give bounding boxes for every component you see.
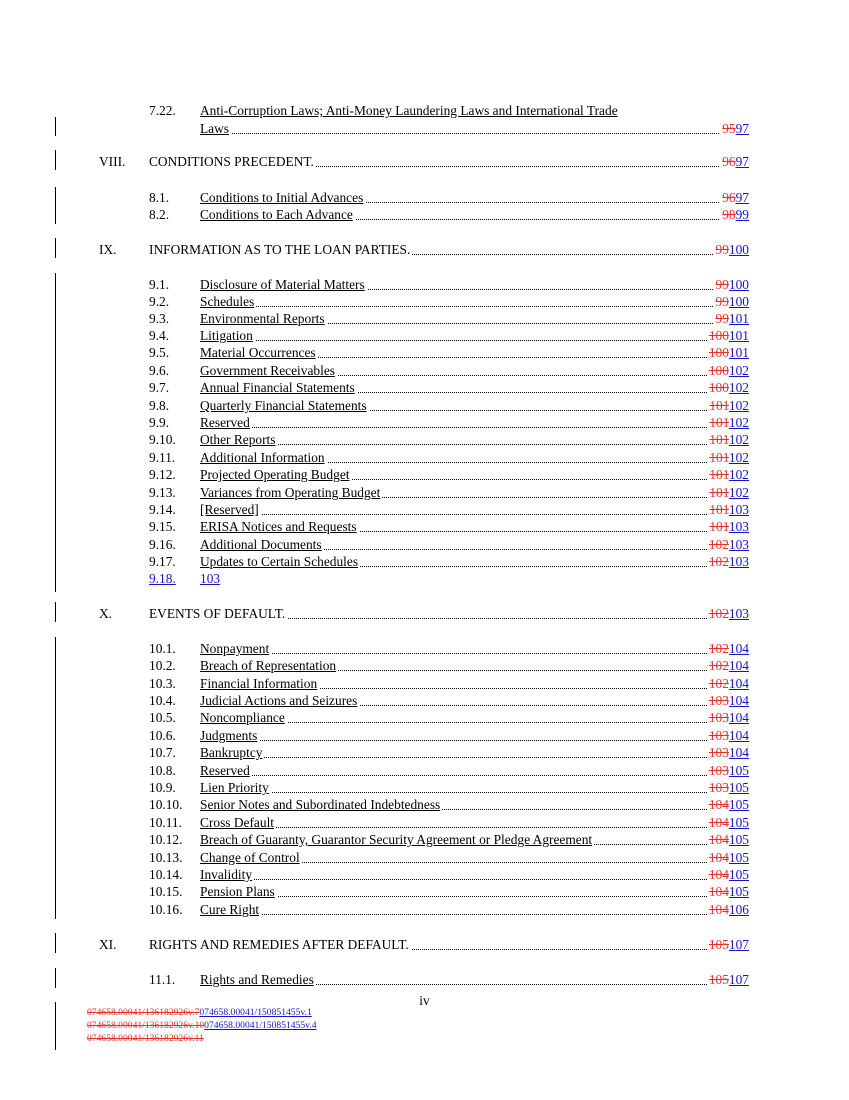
deleted-page-number: 102 [708, 537, 729, 552]
toc-entry-title[interactable]: Breach of Representation [200, 658, 337, 673]
inserted-page-number: 103 [728, 519, 749, 534]
toc-entry-number: 10.3. [149, 676, 176, 691]
toc-entry-title[interactable]: Lien Priority [200, 780, 269, 795]
dot-leader [200, 340, 749, 341]
toc-entry[interactable] [149, 414, 749, 431]
toc-entry-title[interactable]: Schedules [200, 294, 255, 309]
toc-entry[interactable] [149, 744, 749, 761]
toc-entry[interactable] [149, 102, 749, 119]
inserted-page-number: 97 [735, 154, 749, 169]
toc-entry-number: 10.10. [149, 797, 183, 812]
deleted-page-number: 103 [708, 780, 729, 795]
toc-entry[interactable] [149, 796, 749, 813]
inserted-page-number: 103 [728, 554, 749, 569]
dot-leader [200, 757, 749, 758]
toc-entry-number: 9.17. [149, 554, 176, 569]
toc-entry-number: 10.9. [149, 780, 176, 795]
deleted-page-number: 104 [708, 832, 729, 847]
toc-entry-number: 10.16. [149, 902, 183, 917]
inserted-page-number: 104 [728, 641, 749, 656]
toc-entry[interactable] [149, 431, 749, 448]
dot-leader [200, 914, 749, 915]
toc-entry[interactable] [149, 501, 749, 518]
inserted-page-number: 106 [728, 902, 749, 917]
deleted-page-number: 103 [708, 763, 729, 778]
inserted-page-number: 102 [728, 432, 749, 447]
inserted-page-number: 97 [735, 121, 749, 136]
toc-entry-number: 10.5. [149, 710, 176, 725]
toc-page-ref[interactable] [707, 657, 749, 674]
deleted-page-number: 102 [708, 641, 729, 656]
footer-doc-id-line [87, 1019, 317, 1032]
toc-entry-number: 10.11. [149, 815, 182, 830]
deleted-doc-id: 074658.00041/136182926v.10 [87, 1020, 205, 1031]
toc-entry[interactable] [99, 153, 749, 170]
toc-page-ref[interactable] [707, 709, 749, 726]
toc-entry-title[interactable]: Breach of Guaranty, Guarantor Security Agreement or Pledge Agreement [200, 832, 593, 847]
toc-entry-title[interactable]: Judgments [200, 728, 258, 743]
toc-entry[interactable] [149, 692, 749, 709]
toc-entry-number: 10.12. [149, 832, 183, 847]
inserted-page-number: 105 [728, 850, 749, 865]
toc-entry-number: 8.2. [149, 207, 170, 222]
toc-page-ref[interactable] [707, 484, 749, 501]
toc-entry-number: 10.8. [149, 763, 176, 778]
toc-page-ref[interactable] [707, 344, 749, 361]
toc-entry-number: 9.3. [149, 311, 170, 326]
toc-entry[interactable] [149, 640, 749, 657]
toc-entry-title[interactable]: Conditions to Each Advance [200, 207, 353, 222]
inserted-page-number: 107 [728, 972, 749, 987]
toc-entry-number: 9.6. [149, 363, 170, 378]
toc-entry-title[interactable]: Financial Information [200, 676, 318, 691]
inserted-page-number: 104 [728, 728, 749, 743]
toc-page-ref[interactable] [707, 744, 749, 761]
toc-page-ref[interactable] [707, 518, 749, 535]
toc-entry[interactable] [99, 936, 749, 953]
deleted-page-number: 104 [708, 850, 729, 865]
toc-page-ref[interactable] [714, 310, 749, 327]
toc-entry[interactable] [149, 831, 749, 848]
inserted-page-number: 100 [728, 294, 749, 309]
inserted-page-number: 104 [728, 745, 749, 760]
inserted-page-number: 101 [728, 328, 749, 343]
deleted-page-number: 96 [722, 190, 736, 205]
deleted-page-number: 105 [708, 972, 729, 987]
deleted-page-number: 99 [715, 242, 729, 257]
toc-page-ref[interactable] [707, 675, 749, 692]
inserted-page-number: 100 [728, 277, 749, 292]
toc-entry[interactable] [149, 327, 749, 344]
toc-page-ref[interactable] [720, 189, 749, 206]
footer-doc-id-line [87, 1006, 312, 1019]
inserted-page-number: 105 [728, 867, 749, 882]
toc-entry-number: 9.5. [149, 345, 170, 360]
toc-page-ref[interactable] [714, 276, 749, 293]
inserted-page-number: 105 [728, 797, 749, 812]
toc-entry-number: 10.1. [149, 641, 176, 656]
deleted-page-number: 103 [708, 710, 729, 725]
deleted-page-number: 102 [708, 676, 729, 691]
deleted-page-number: 100 [708, 328, 729, 343]
toc-entry-title[interactable]: Variances from Operating Budget [200, 485, 381, 500]
deleted-page-number: 102 [708, 606, 729, 621]
toc-entry-number: 10.14. [149, 867, 183, 882]
change-bar [55, 117, 56, 136]
toc-entry-title[interactable]: Disclosure of Material Matters [200, 277, 365, 292]
toc-entry-number: XI. [99, 937, 117, 952]
toc-entry-number: 9.4. [149, 328, 170, 343]
toc-page-ref[interactable] [707, 779, 749, 796]
toc-entry-number: X. [99, 606, 113, 621]
toc-entry-number: 7.22. [149, 103, 176, 118]
toc-entry-title[interactable]: Additional Information [200, 450, 325, 465]
inserted-page-number: 102 [728, 363, 749, 378]
toc-entry[interactable] [149, 397, 749, 414]
toc-entry[interactable] [149, 276, 749, 293]
toc-entry-number: 10.2. [149, 658, 176, 673]
toc-page-ref[interactable] [707, 849, 749, 866]
toc-page-ref[interactable] [707, 692, 749, 709]
deleted-page-number: 104 [708, 815, 729, 830]
toc-entry[interactable] [149, 883, 749, 900]
inserted-page-number: 102 [728, 380, 749, 395]
toc-entry-title[interactable]: Cure Right [200, 902, 260, 917]
toc-page-ref[interactable] [720, 206, 749, 223]
toc-entry[interactable] [149, 762, 749, 779]
toc-entry-number: 9.9. [149, 415, 170, 430]
toc-entry-title[interactable]: Litigation [200, 328, 253, 343]
deleted-page-number: 100 [708, 345, 729, 360]
change-bar [55, 238, 56, 258]
deleted-page-number: 101 [709, 519, 729, 534]
dot-leader [200, 896, 749, 897]
deleted-page-number: 101 [709, 432, 729, 447]
toc-entry-number: 9.12. [149, 467, 176, 482]
toc-entry-title[interactable]: CONDITIONS PRECEDENT. [149, 154, 314, 169]
deleted-page-number: 103 [708, 693, 729, 708]
inserted-page-number: 102 [728, 415, 749, 430]
deleted-page-number: 99 [715, 277, 729, 292]
dot-leader [200, 133, 749, 134]
toc-page-ref[interactable] [720, 120, 749, 137]
change-bar [55, 150, 56, 170]
deleted-page-number: 104 [708, 797, 729, 812]
toc-page-ref[interactable] [707, 866, 749, 883]
toc-page-ref[interactable] [707, 449, 749, 466]
toc-entry-title[interactable]: Change of Control [200, 850, 300, 865]
toc-page-ref[interactable] [707, 936, 749, 953]
toc-page-ref[interactable] [707, 379, 749, 396]
inserted-page-number: 102 [728, 398, 749, 413]
inserted-page-number: 104 [728, 693, 749, 708]
toc-entry-title[interactable]: Annual Financial Statements [200, 380, 355, 395]
deleted-page-number: 99 [715, 294, 729, 309]
inserted-page-number: 101 [728, 345, 749, 360]
change-bar [55, 1002, 56, 1050]
toc-entry[interactable] [149, 536, 749, 553]
deleted-page-number: 99 [715, 311, 729, 326]
toc-entry[interactable] [149, 344, 749, 361]
toc-page-ref[interactable] [720, 153, 749, 170]
toc-entry-number: 9.13. [149, 485, 176, 500]
toc-entry-title[interactable]: INFORMATION AS TO THE LOAN PARTIES. [149, 242, 411, 257]
toc-page-ref[interactable] [707, 466, 749, 483]
inserted-doc-id: 074658.00041/150851455v.1 [199, 1007, 312, 1018]
footer-doc-id-line [87, 1032, 204, 1045]
deleted-page-number: 101 [709, 485, 729, 500]
change-bar [55, 187, 56, 224]
toc-entry-title[interactable]: Nonpayment [200, 641, 270, 656]
toc-entry[interactable] [149, 709, 749, 726]
toc-entry[interactable] [149, 553, 749, 570]
inserted-page-number: 105 [728, 884, 749, 899]
toc-entry[interactable] [149, 379, 749, 396]
toc-entry-number: 9.14. [149, 502, 176, 517]
deleted-page-number: 105 [708, 937, 729, 952]
dot-leader [200, 879, 749, 880]
toc-entry-title[interactable]: Judicial Actions and Seizures [200, 693, 358, 708]
inserted-page-number: 105 [728, 763, 749, 778]
toc-entry[interactable] [99, 241, 749, 258]
toc-entry-title[interactable]: Invalidity [200, 867, 253, 882]
inserted-page-number: 103 [728, 606, 749, 621]
inserted-page-number: 105 [728, 815, 749, 830]
toc-entry-number: 10.6. [149, 728, 176, 743]
toc-entry-title[interactable]: RIGHTS AND REMEDIES AFTER DEFAULT. [149, 937, 409, 952]
toc-entry-number: 9.7. [149, 380, 170, 395]
toc-entry[interactable] [149, 814, 749, 831]
inserted-page-number: 104 [728, 658, 749, 673]
dot-leader [200, 306, 749, 307]
toc-entry[interactable] [149, 570, 749, 587]
inserted-page-number: 103 [728, 502, 749, 517]
toc-page-ref[interactable] [707, 327, 749, 344]
toc-page-ref[interactable] [707, 605, 749, 622]
change-bar [55, 637, 56, 919]
toc-entry-title[interactable]: Quarterly Financial Statements [200, 398, 367, 413]
deleted-page-number: 101 [709, 450, 729, 465]
toc-entry-title[interactable]: Conditions to Initial Advances [200, 190, 364, 205]
toc-entry[interactable] [149, 120, 749, 137]
toc-entry-number: 9.8. [149, 398, 170, 413]
toc-page-ref[interactable] [707, 501, 749, 518]
toc-page-ref[interactable] [707, 536, 749, 553]
deleted-page-number: 95 [722, 121, 736, 136]
deleted-page-number: 104 [708, 884, 729, 899]
toc-entry-title[interactable]: Noncompliance [200, 710, 285, 725]
toc-entry-title[interactable]: Other Reports [200, 432, 276, 447]
dot-leader [200, 653, 749, 654]
toc-entry-number: 9.11. [149, 450, 176, 465]
toc-page-ref[interactable] [707, 883, 749, 900]
deleted-page-number: 96 [722, 154, 736, 169]
toc-entry[interactable] [149, 779, 749, 796]
toc-entry[interactable] [99, 605, 749, 622]
toc-entry-title[interactable]: Environmental Reports [200, 311, 325, 326]
toc-entry[interactable] [149, 484, 749, 501]
inserted-page-number: 104 [728, 710, 749, 725]
dot-leader [200, 740, 749, 741]
inserted-page-number: 99 [735, 207, 749, 222]
toc-entry-title[interactable]: Government Receivables [200, 363, 335, 378]
toc-entry-title[interactable]: Updates to Certain Schedules [200, 554, 359, 569]
deleted-doc-id: 074658.00041/136182926v.11 [87, 1033, 204, 1044]
deleted-page-number: 101 [709, 502, 729, 517]
toc-page-ref[interactable] [707, 901, 749, 918]
dot-leader [200, 775, 749, 776]
deleted-page-number: 100 [708, 380, 729, 395]
dot-leader [200, 427, 749, 428]
toc-entry-title[interactable]: Cross Default [200, 815, 275, 830]
toc-entry-number: 8.1. [149, 190, 170, 205]
toc-entry-title[interactable]: ERISA Notices and Requests [200, 519, 357, 534]
toc-entry[interactable] [149, 657, 749, 674]
change-bar [55, 968, 56, 988]
toc-page-ref[interactable] [707, 796, 749, 813]
toc-entry-number: 9.10. [149, 432, 176, 447]
inserted-page-number: 102 [728, 450, 749, 465]
inserted-doc-id: 074658.00041/150851455v.4 [204, 1020, 317, 1031]
toc-page-ref[interactable] [707, 553, 749, 570]
dot-leader [200, 827, 749, 828]
inserted-page-number: 105 [728, 832, 749, 847]
inserted-page-number: 100 [728, 242, 749, 257]
toc-entry-title[interactable]: Senior Notes and Subordinated Indebtedness [200, 797, 441, 812]
toc-entry-title[interactable]: Projected Operating Budget [200, 467, 350, 482]
toc-entry-title[interactable]: [Reserved] [200, 502, 259, 517]
toc-page-ref[interactable] [714, 241, 749, 258]
toc-entry-number: 11.1. [149, 972, 176, 987]
page-number: iv [419, 993, 430, 1008]
toc-entry-number: 10.15. [149, 884, 183, 899]
toc-entry-number: IX. [99, 242, 117, 257]
toc-page-ref[interactable] [707, 362, 749, 379]
deleted-doc-id: 074658.00041/136182926v.7 [87, 1007, 200, 1018]
toc-entry[interactable] [149, 901, 749, 918]
toc-entry-title[interactable]: Bankruptcy [200, 745, 263, 760]
toc-entry-number: 10.4. [149, 693, 176, 708]
inserted-page-number: 103 [728, 537, 749, 552]
inserted-page-number: 102 [728, 467, 749, 482]
inserted-page-number: 101 [728, 311, 749, 326]
toc-entry-title[interactable]: Pension Plans [200, 884, 275, 899]
toc-entry[interactable] [149, 206, 749, 223]
toc-page-ref[interactable] [707, 971, 749, 988]
toc-entry[interactable] [149, 310, 749, 327]
dot-leader [200, 514, 749, 515]
deleted-page-number: 104 [708, 902, 729, 917]
toc-entry-number: 9.18. [149, 571, 176, 586]
deleted-page-number: 103 [708, 745, 729, 760]
dot-leader [200, 792, 749, 793]
toc-page-ref[interactable] [707, 640, 749, 657]
toc-page-ref[interactable] [707, 431, 749, 448]
toc-entry[interactable] [149, 675, 749, 692]
toc-entry[interactable] [149, 362, 749, 379]
change-bar [55, 602, 56, 622]
toc-page-ref[interactable] [707, 397, 749, 414]
toc-entry-number: 10.7. [149, 745, 176, 760]
toc-entry-title[interactable]: 103 [200, 571, 221, 586]
toc-entry-title[interactable]: Reserved [200, 415, 250, 430]
toc-entry[interactable] [149, 466, 749, 483]
deleted-page-number: 101 [709, 415, 729, 430]
change-bar [55, 933, 56, 953]
toc-entry-number: VIII. [99, 154, 126, 169]
deleted-page-number: 102 [708, 554, 729, 569]
toc-entry[interactable] [149, 518, 749, 535]
toc-entry-number: 9.16. [149, 537, 176, 552]
deleted-page-number: 103 [708, 728, 729, 743]
toc-entry-number: 9.1. [149, 277, 170, 292]
toc-entry-title[interactable]: EVENTS OF DEFAULT. [149, 606, 286, 621]
toc-entry[interactable] [149, 449, 749, 466]
change-bar [55, 273, 56, 592]
inserted-page-number: 97 [735, 190, 749, 205]
deleted-page-number: 100 [708, 363, 729, 378]
toc-entry-number: 10.13. [149, 850, 183, 865]
toc-page-ref[interactable] [707, 762, 749, 779]
toc-page-ref[interactable] [707, 814, 749, 831]
toc-page-ref[interactable] [707, 831, 749, 848]
toc-entry[interactable] [149, 866, 749, 883]
toc-page-ref[interactable] [707, 414, 749, 431]
toc-entry[interactable] [149, 971, 749, 988]
toc-entry-title[interactable]: Reserved [200, 763, 250, 778]
inserted-page-number: 105 [728, 780, 749, 795]
deleted-page-number: 98 [722, 207, 736, 222]
toc-entry-title[interactable]: Rights and Remedies [200, 972, 314, 987]
deleted-page-number: 102 [708, 658, 729, 673]
toc-entry[interactable] [149, 293, 749, 310]
inserted-page-number: 104 [728, 676, 749, 691]
deleted-page-number: 101 [709, 467, 729, 482]
toc-entry-title[interactable]: Anti-Corruption Laws; Anti-Money Laundering Laws and International Trade [200, 103, 618, 118]
toc-entry-title[interactable]: Laws [200, 121, 230, 136]
deleted-page-number: 101 [709, 398, 729, 413]
deleted-page-number: 104 [708, 867, 729, 882]
toc-entry[interactable] [149, 849, 749, 866]
inserted-page-number: 102 [728, 485, 749, 500]
toc-entry[interactable] [149, 727, 749, 744]
dot-leader [200, 444, 749, 445]
toc-entry-title[interactable]: Additional Documents [200, 537, 322, 552]
toc-page-ref[interactable] [707, 727, 749, 744]
toc-page-ref[interactable] [714, 293, 749, 310]
toc-entry[interactable] [149, 189, 749, 206]
toc-entry-number: 9.15. [149, 519, 176, 534]
toc-entry-title[interactable]: Material Occurrences [200, 345, 316, 360]
inserted-page-number: 107 [728, 937, 749, 952]
toc-entry-number: 9.2. [149, 294, 170, 309]
